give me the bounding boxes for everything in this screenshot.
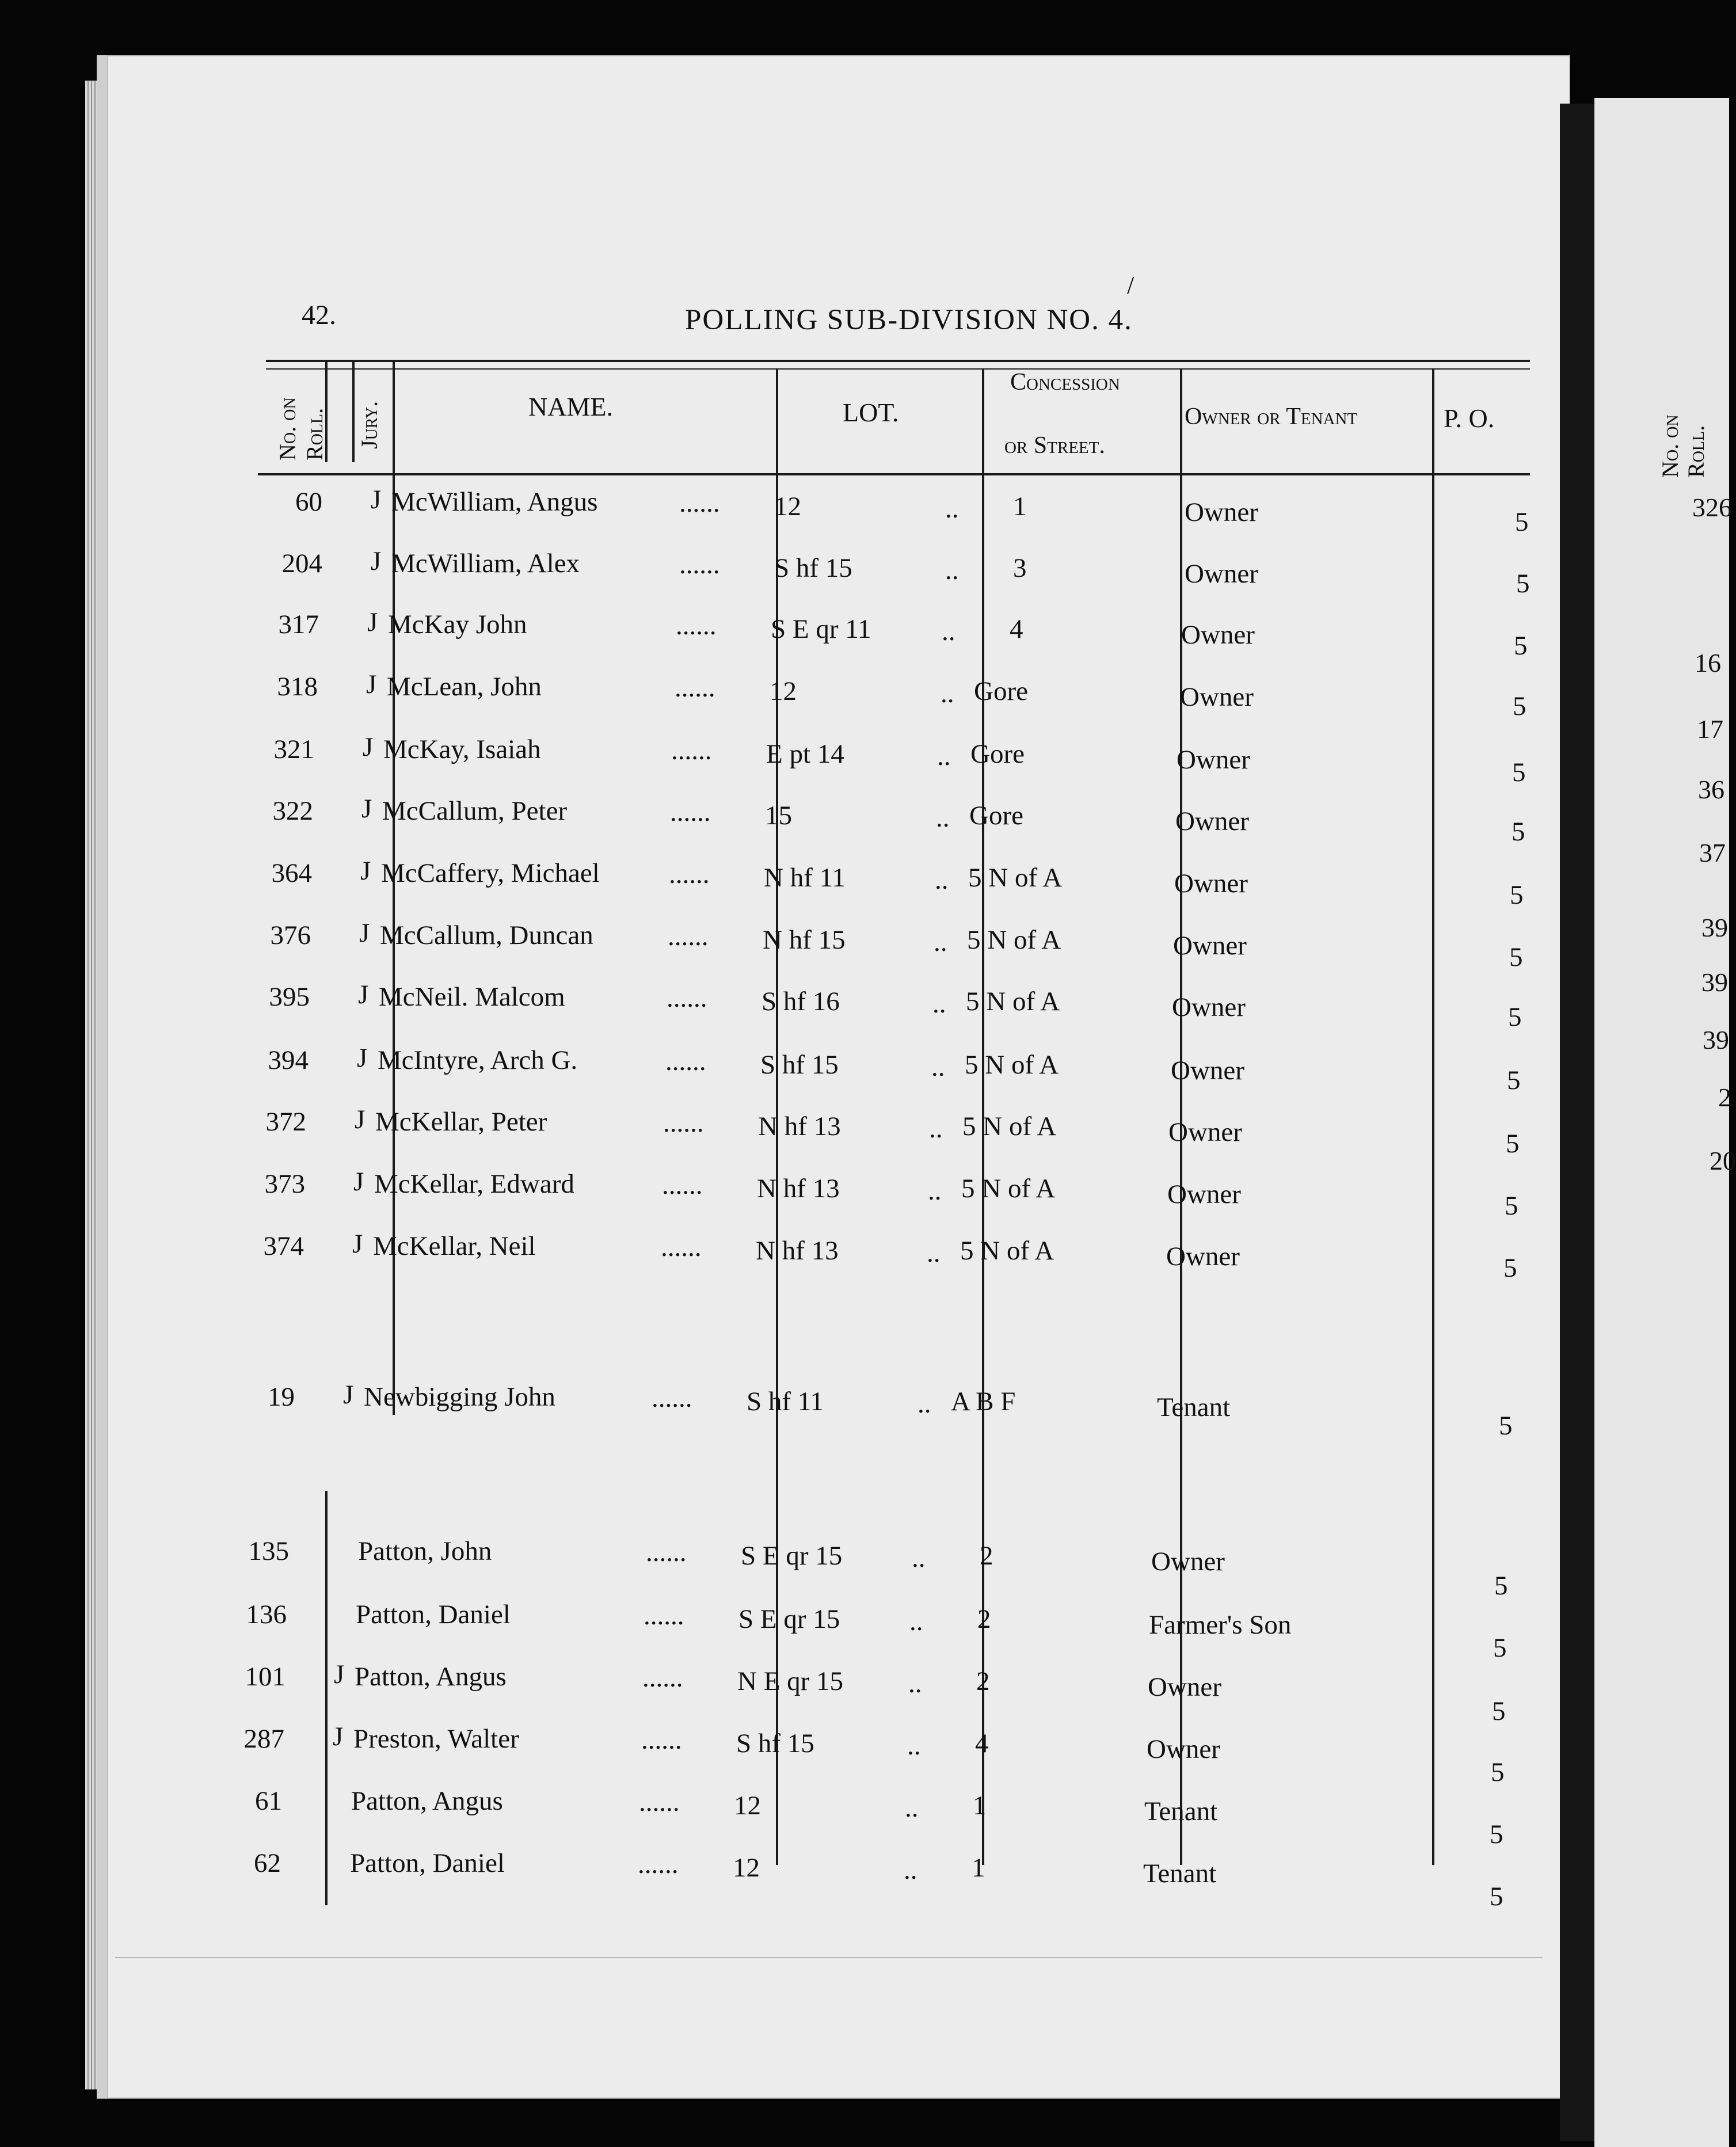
jury-mark: J xyxy=(352,1229,363,1259)
post-office: 5 xyxy=(1512,817,1525,847)
owner-or-tenant: Owner xyxy=(1166,1242,1240,1272)
post-office: 5 xyxy=(1509,942,1523,972)
lot: E pt 14 xyxy=(766,739,844,769)
voter-name: McWilliam, Angus xyxy=(391,487,598,517)
next-roll-fragment: 37 xyxy=(1699,838,1726,867)
jury-mark: J xyxy=(361,794,372,824)
jury-mark: J xyxy=(371,546,382,576)
roll-number: 322 xyxy=(272,796,313,826)
owner-or-tenant: Owner xyxy=(1171,1056,1244,1086)
next-roll-fragment: 39 xyxy=(1701,913,1728,942)
jury-mark: J xyxy=(355,1105,366,1135)
roll-number: 372 xyxy=(265,1107,306,1137)
leader-dots: .. xyxy=(905,1793,919,1823)
leader-dots: .. xyxy=(937,741,951,771)
voter-name: Patton, Daniel xyxy=(356,1600,511,1630)
roll-number: 395 xyxy=(269,982,310,1012)
header-no-on: No. on xyxy=(275,397,300,460)
lot: N hf 15 xyxy=(763,925,846,955)
header-name: NAME. xyxy=(528,392,613,421)
leader-dots: .. xyxy=(904,1855,918,1885)
roll-number: 321 xyxy=(273,734,314,764)
voter-name: Patton, Angus xyxy=(355,1662,507,1692)
post-office: 5 xyxy=(1490,1819,1503,1849)
roll-number: 374 xyxy=(263,1231,304,1261)
leader-dots: ...... xyxy=(642,1663,683,1693)
concession: 4 xyxy=(975,1729,989,1758)
voter-name: Newbigging John xyxy=(364,1382,555,1412)
post-office: 5 xyxy=(1505,1191,1518,1221)
post-office: 5 xyxy=(1514,631,1528,661)
jury-mark: J xyxy=(353,1167,364,1197)
post-office: 5 xyxy=(1494,1571,1508,1601)
post-office: 5 xyxy=(1491,1757,1505,1787)
leader-dots: .. xyxy=(908,1669,922,1699)
roll-number: 101 xyxy=(245,1662,285,1692)
leader-dots: .. xyxy=(932,989,946,1019)
concession: 5 N of A xyxy=(966,987,1060,1017)
jury-mark: J xyxy=(343,1380,354,1410)
voter-name: Patton, Angus xyxy=(351,1786,503,1816)
roll-number: 318 xyxy=(277,672,318,702)
voter-name: McCallum, Duncan xyxy=(380,920,593,950)
leader-dots: .. xyxy=(918,1389,931,1419)
owner-or-tenant: Owner xyxy=(1172,992,1246,1022)
post-office: 5 xyxy=(1513,691,1526,721)
lot: N hf 13 xyxy=(756,1236,839,1266)
concession: Gore xyxy=(974,676,1028,706)
post-office: 5 xyxy=(1508,1002,1522,1032)
post-office: 5 xyxy=(1492,1696,1506,1726)
concession: 1 xyxy=(973,1791,987,1821)
owner-or-tenant: Owner xyxy=(1177,745,1250,775)
owner-or-tenant: Owner xyxy=(1167,1179,1241,1209)
lot: S E qr 11 xyxy=(771,614,871,644)
jury-mark: J xyxy=(357,1043,368,1073)
jury-mark: J xyxy=(363,732,374,762)
voter-name: McKay John xyxy=(388,610,527,639)
leader-dots: ...... xyxy=(679,550,720,580)
concession: 5 N of A xyxy=(962,1111,1057,1141)
lot: S E qr 15 xyxy=(741,1541,843,1571)
leader-dots: ...... xyxy=(665,1046,706,1076)
title-mark: / xyxy=(1127,271,1135,299)
jury-mark: J xyxy=(371,485,382,515)
owner-or-tenant: Owner xyxy=(1147,1734,1220,1764)
next-roll-fragment: 36 xyxy=(1698,775,1724,804)
lot: 15 xyxy=(765,801,792,831)
jury-mark: J xyxy=(366,669,377,699)
leader-dots: .. xyxy=(935,865,949,895)
header-po: P. O. xyxy=(1444,403,1495,433)
page-bottom-edge xyxy=(115,1957,1543,1958)
next-header-no-on: No. on xyxy=(1657,414,1683,478)
page-number: 42. xyxy=(302,300,336,330)
concession: Gore xyxy=(970,739,1025,769)
lot: S hf 15 xyxy=(736,1729,814,1758)
owner-or-tenant: Owner xyxy=(1174,869,1248,899)
roll-number: 204 xyxy=(281,549,322,578)
leader-dots: ...... xyxy=(676,611,717,641)
next-roll-fragment: 16 xyxy=(1695,648,1721,677)
leader-dots: ...... xyxy=(641,1725,682,1755)
leader-dots: ...... xyxy=(679,488,720,518)
concession: 5 N of A xyxy=(967,925,1061,955)
post-office: 5 xyxy=(1507,1065,1521,1095)
leader-dots: .. xyxy=(928,1176,942,1206)
owner-or-tenant: Owner xyxy=(1185,497,1258,527)
leader-dots: ...... xyxy=(662,1170,703,1200)
concession: 5 N of A xyxy=(961,1174,1056,1204)
next-header-roll: Roll. xyxy=(1683,425,1709,478)
owner-or-tenant: Owner xyxy=(1173,931,1247,961)
owner-or-tenant: Farmer's Son xyxy=(1149,1610,1292,1640)
post-office: 5 xyxy=(1516,569,1530,599)
leader-dots: ...... xyxy=(670,797,711,827)
page-title: POLLING SUB-DIVISION NO. 4. xyxy=(685,304,1133,336)
leader-dots: ...... xyxy=(671,736,712,766)
header-jury: Jury. xyxy=(356,401,382,449)
lot: S hf 16 xyxy=(762,987,840,1017)
post-office: 5 xyxy=(1490,1882,1503,1912)
leader-dots: ...... xyxy=(646,1537,687,1567)
leader-dots: .. xyxy=(912,1543,926,1573)
owner-or-tenant: Owner xyxy=(1148,1672,1221,1702)
col-rule-roll-lower xyxy=(325,1491,328,1905)
jury-mark: J xyxy=(360,856,371,886)
leader-dots: .. xyxy=(945,494,959,524)
next-roll-fragment: 20 xyxy=(1710,1146,1736,1175)
roll-number: 287 xyxy=(243,1724,284,1754)
book-spine xyxy=(1560,104,1594,2141)
leader-dots: .. xyxy=(931,1052,945,1082)
concession: 5 N of A xyxy=(960,1236,1054,1266)
lot: N hf 11 xyxy=(764,863,846,893)
concession: 3 xyxy=(1013,553,1027,583)
leader-dots: ...... xyxy=(668,922,709,951)
lot: N E qr 15 xyxy=(737,1666,844,1696)
lot: 12 xyxy=(733,1853,760,1883)
roll-number: 135 xyxy=(248,1536,289,1566)
leader-dots: .. xyxy=(927,1238,941,1268)
leader-dots: .. xyxy=(936,803,950,833)
lot: N hf 13 xyxy=(758,1111,841,1141)
header-or-street: or Street. xyxy=(1004,432,1105,459)
next-roll-fragment: 39 xyxy=(1703,1025,1729,1055)
roll-number: 136 xyxy=(246,1600,287,1630)
concession: 1 xyxy=(1013,492,1027,521)
facing-page xyxy=(1594,98,1729,2147)
concession: A B F xyxy=(951,1387,1016,1417)
voter-name: McCaffery, Michael xyxy=(381,858,600,888)
header-lot: LOT. xyxy=(843,398,899,427)
post-office: 5 xyxy=(1506,1129,1520,1159)
post-office: 5 xyxy=(1515,507,1529,537)
voter-name: Patton, Daniel xyxy=(350,1848,505,1878)
leader-dots: ...... xyxy=(667,983,707,1013)
lot: 12 xyxy=(770,676,797,706)
jury-mark: J xyxy=(367,607,378,637)
col-rule-owner xyxy=(1432,368,1434,1865)
owner-or-tenant: Owner xyxy=(1181,620,1255,650)
next-roll-fragment: 39 xyxy=(1701,968,1728,997)
lot: S hf 15 xyxy=(774,553,852,583)
concession: 5 N of A xyxy=(965,1050,1059,1080)
next-roll-fragment: 17 xyxy=(1697,714,1723,744)
voter-name: McKay, Isaiah xyxy=(383,734,541,764)
voter-name: McKellar, Peter xyxy=(375,1107,547,1137)
header-owner-or-tenant: Owner or Tenant xyxy=(1185,403,1358,430)
concession: Gore xyxy=(969,801,1023,831)
next-roll-fragment: 2 xyxy=(1718,1083,1731,1112)
owner-or-tenant: Owner xyxy=(1180,682,1254,712)
header-top-rule-thin xyxy=(266,368,1530,370)
leader-dots: .. xyxy=(907,1731,921,1761)
roll-number: 62 xyxy=(254,1848,281,1878)
leader-dots: ...... xyxy=(638,1849,679,1879)
col-rule-jury-a xyxy=(352,361,355,462)
roll-number: 60 xyxy=(295,487,322,517)
lot: S hf 15 xyxy=(760,1050,839,1080)
header-top-rule xyxy=(266,360,1530,362)
owner-or-tenant: Owner xyxy=(1175,806,1249,836)
leader-dots: .. xyxy=(934,927,947,957)
voter-name: McLean, John xyxy=(387,672,542,702)
roll-number: 376 xyxy=(270,920,311,950)
header-roll: Roll. xyxy=(302,408,328,460)
leader-dots: ...... xyxy=(663,1108,704,1138)
lot: 12 xyxy=(774,492,801,521)
concession: 2 xyxy=(980,1541,993,1571)
leader-dots: .. xyxy=(941,679,954,709)
post-office: 5 xyxy=(1493,1633,1507,1663)
owner-or-tenant: Owner xyxy=(1185,559,1258,589)
voter-name: Patton, John xyxy=(358,1536,492,1566)
concession: 1 xyxy=(972,1853,985,1883)
concession: 5 N of A xyxy=(968,863,1063,893)
leader-dots: ...... xyxy=(652,1383,692,1413)
jury-mark: J xyxy=(358,980,369,1010)
owner-or-tenant: Tenant xyxy=(1157,1392,1231,1422)
post-office: 5 xyxy=(1510,880,1524,910)
voter-name: McCallum, Peter xyxy=(382,796,568,826)
owner-or-tenant: Owner xyxy=(1151,1547,1225,1577)
leader-dots: ...... xyxy=(639,1787,680,1817)
roll-number: 364 xyxy=(271,858,312,888)
leader-dots: .. xyxy=(929,1114,943,1144)
roll-number: 61 xyxy=(255,1786,282,1816)
jury-mark: J xyxy=(359,918,370,948)
leader-dots: .. xyxy=(942,616,955,646)
voter-name: McWilliam, Alex xyxy=(391,549,580,578)
lot: S E qr 15 xyxy=(738,1604,840,1634)
post-office: 5 xyxy=(1512,757,1526,787)
voter-name: McIntyre, Arch G. xyxy=(378,1045,578,1075)
concession: 2 xyxy=(976,1666,990,1696)
concession: 4 xyxy=(1010,614,1023,644)
leader-dots: .. xyxy=(945,555,959,585)
jury-mark: J xyxy=(334,1659,345,1689)
jury-mark: J xyxy=(333,1722,344,1752)
owner-or-tenant: Tenant xyxy=(1144,1796,1218,1826)
voter-name: McNeil. Malcom xyxy=(379,982,565,1012)
lot: 12 xyxy=(734,1791,761,1821)
header-bottom-rule xyxy=(258,473,1530,475)
post-office: 5 xyxy=(1499,1411,1513,1441)
lot: N hf 13 xyxy=(757,1174,840,1204)
roll-number: 19 xyxy=(268,1382,295,1412)
roll-number: 373 xyxy=(264,1169,305,1199)
leader-dots: ...... xyxy=(675,673,715,703)
header-concession: Concession xyxy=(1010,369,1120,395)
roll-number: 317 xyxy=(278,610,319,639)
leader-dots: ...... xyxy=(669,859,710,889)
concession: 2 xyxy=(977,1604,991,1634)
voter-name: McKellar, Neil xyxy=(373,1231,536,1261)
voter-name: Preston, Walter xyxy=(353,1724,519,1754)
leader-dots: .. xyxy=(909,1607,923,1636)
owner-or-tenant: Tenant xyxy=(1143,1859,1217,1889)
roll-number: 394 xyxy=(268,1045,309,1075)
voter-name: McKellar, Edward xyxy=(374,1169,574,1199)
leader-dots: ...... xyxy=(661,1232,702,1262)
owner-or-tenant: Owner xyxy=(1168,1117,1242,1147)
next-roll-fragment: 326 xyxy=(1692,493,1732,522)
post-office: 5 xyxy=(1503,1253,1517,1283)
lot: S hf 11 xyxy=(747,1387,824,1417)
leader-dots: ...... xyxy=(644,1601,684,1631)
